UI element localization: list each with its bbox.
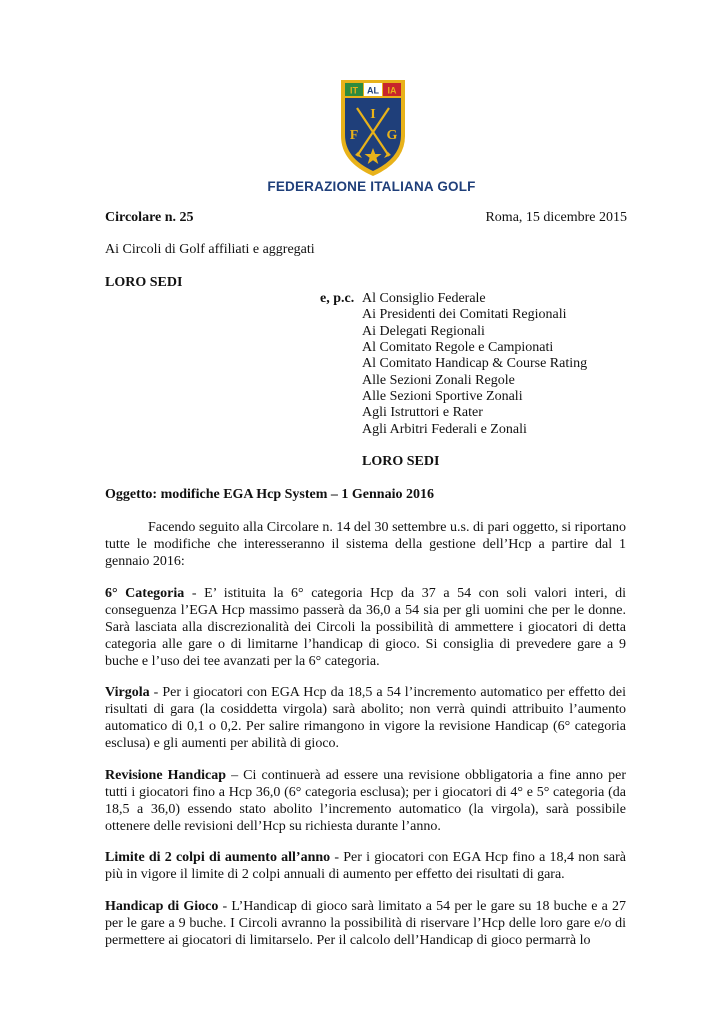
fig-logo [338, 78, 408, 178]
section-text: – Ci continuerà ad essere una revisione obbligatoria a fine anno per tutti i giocatori fino a Hcp 36,0 (6° categoria esclusa); per i giocatori di 4° e 5° categoria (da 18,5 a 36,0) essendo stato abolito l’incremento automatico (la virgola), sarà possibile ottenere delle revisioni dell’Hcp su richiesta durante l’anno. [105, 768, 626, 834]
section-handicap-di-gioco [105, 898, 626, 949]
section-title: Handicap di Gioco [105, 899, 219, 914]
document-date: Roma, 15 dicembre 2015 [485, 210, 627, 225]
intro-paragraph: Facendo seguito alla Circolare n. 14 del 30 settembre u.s. di pari oggetto, si riportano tutte le modifiche che interesseranno il sistema della gestione dell’Hcp a partire dal 1 gennaio 2016: [105, 520, 626, 569]
section-text: - Per i giocatori con EGA Hcp fino a 18,4 non sarà più in vigore il limite di 2 colpi annuali di aumento per effetto dei risultati di gara. [105, 850, 626, 882]
section-virgola [105, 684, 626, 752]
cc-item: Alle Sezioni Sportive Zonali [362, 389, 523, 404]
section-text: - Per i giocatori con EGA Hcp da 18,5 a 54 l’incremento automatico per effetto dei risultati di gara (la cosiddetta virgola) sarà abolito; non verrà quindi attribuito l’aumento automatico di 0,1 o 0,2. Per salire rimangono in vigore la revisione Handicap (6° categoria esclusa) e gli aumenti per abilità di gioco. [105, 685, 626, 751]
section-title: Virgola [105, 685, 150, 700]
logo-banner-ia: IA [387, 85, 397, 96]
section-text: - L’Handicap di gioco sarà limitato a 54 per le gare su 18 buche e a 27 per le gare a 9 buche. I Circoli avranno la possibilità di riservare l’Hcp delle loro gare e/o di permettere ai giocatori di limitarselo. Per il calcolo dell’Handicap di gioco permarrà lo [105, 899, 626, 948]
logo-banner-al: AL [367, 85, 379, 96]
cc-item: Ai Delegati Regionali [362, 324, 485, 339]
section-limite-colpi [105, 849, 626, 883]
cc-item: Al Comitato Regole e Campionati [362, 340, 554, 355]
section-sesta-categoria [105, 585, 626, 670]
section-title: Limite di 2 colpi di aumento all’anno [105, 850, 331, 865]
cc-item: Al Comitato Handicap & Course Rating [362, 356, 588, 371]
cc-item: Al Consiglio Federale [362, 291, 486, 306]
circolare-number: Circolare n. 25 [105, 210, 194, 225]
section-revisione-handicap [105, 767, 626, 835]
federation-name: FEDERAZIONE ITALIANA GOLF [267, 179, 476, 194]
cc-item: Agli Arbitri Federali e Zonali [362, 422, 527, 437]
cc-item: Agli Istruttori e Rater [362, 405, 483, 420]
section-text: - E’ istituita la 6° categoria Hcp da 37 a 54 con soli valori interi, di conseguenza l’EGA Hcp massimo passerà da 36,0 a 54 sia per gli uomini che per le donne. Sarà lasciata alla discrezionalità dei Circoli la possibilità di ammettere i giocatori di detta categoria alle gare o di limitarne l’handicap di gioco. Si consiglia di prevedere gare a 9 buche e l’uso dei tee avanzati per la 6° categoria. [105, 586, 626, 669]
logo-letter-g: G [386, 128, 398, 143]
addressee-line: Ai Circoli di Golf affiliati e aggregati [105, 242, 315, 257]
logo-letter-f: F [349, 128, 359, 143]
section-title: Revisione Handicap [105, 768, 226, 783]
cc-label: e, p.c. [320, 291, 355, 306]
logo-letter-i: I [370, 107, 376, 122]
logo-banner-it: IT [350, 85, 358, 96]
loro-sedi-2: LORO SEDI [362, 454, 440, 469]
loro-sedi: LORO SEDI [105, 275, 183, 290]
cc-item: Ai Presidenti dei Comitati Regionali [362, 307, 567, 322]
cc-item: Alle Sezioni Zonali Regole [362, 373, 515, 388]
section-title: 6° Categoria [105, 586, 185, 601]
subject: Oggetto: modifiche EGA Hcp System – 1 Gennaio 2016 [105, 487, 434, 502]
